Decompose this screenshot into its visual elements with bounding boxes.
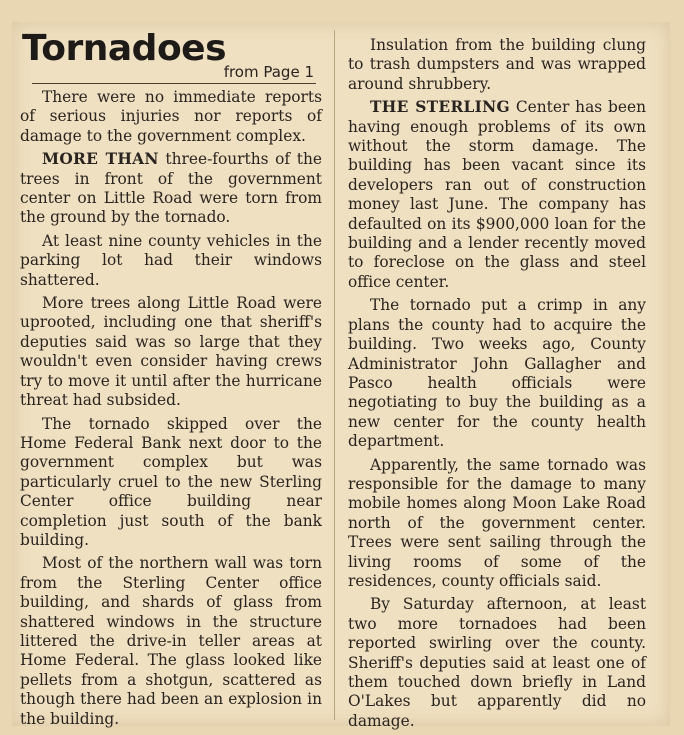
paragraph — [20, 415, 322, 551]
paragraph — [348, 36, 646, 94]
paragraph-text: The tornado put a crimp in any plans the county had to acquire the building. Two weeks ago, County Administrator John Gallagher and Pasco health officials were negotiating to buy the building as a new center for the county health department. — [348, 296, 646, 451]
paragraph — [348, 456, 646, 592]
jump-line: from Page 1 — [223, 63, 314, 81]
paragraph-lead: MORE THAN — [42, 150, 159, 169]
paragraph — [348, 595, 646, 731]
paragraph-lead: THE STERLING — [370, 98, 510, 117]
paragraph-text: Center has been having enough problems of its own without the storm damage. The building has been vacant since its developers ran out of construction money last June. The company has defaulted on its $900,000 loan for the building and a lender recently moved to foreclose on the glass and steel office center. — [348, 98, 646, 291]
paragraph — [20, 294, 322, 410]
paragraph — [348, 296, 646, 451]
paragraph-text: By Saturday afternoon, at least two more tornadoes had been reported swirling over the county. Sheriff's deputies said at least one of them touched down briefly in Land O'Lakes but apparently did no damage. — [348, 595, 646, 730]
paragraph-text: Most of the northern wall was torn from the Sterling Center office building, and shards of glass from shattered windows in the structure littered the drive-in teller areas at Home Federal. The glass looked like pellets from a shotgun, scattered as though there had been an explosion in the building. — [20, 554, 322, 728]
newspaper-clipping — [12, 22, 670, 730]
paragraph-text: Insulation from the building clung to trash dumpsters and was wrapped around shrubbery. — [348, 36, 646, 93]
left-paragraphs — [20, 88, 322, 729]
paragraph-text: More trees along Little Road were uprooted, including one that sheriff's deputies said was so large that they wouldn't even consider having crews try to move it until after the hurricane threat had subsided. — [20, 294, 322, 410]
paragraph-text: There were no immediate reports of serious injuries nor reports of damage to the government complex. — [20, 88, 322, 145]
headline-rule — [32, 83, 316, 84]
paragraph — [20, 88, 322, 146]
paragraph — [348, 98, 646, 292]
paragraph — [20, 554, 322, 729]
paragraph-text: At least nine county vehicles in the parking lot had their windows shattered. — [20, 231, 322, 289]
paragraph-text: The tornado skipped over the Home Federal Bank next door to the government complex but was particularly cruel to the new Sterling Center office building near completion just south of the bank building. — [20, 414, 322, 549]
right-column — [348, 36, 646, 735]
right-paragraphs — [348, 36, 646, 731]
paragraph — [20, 150, 322, 228]
headline: Tornadoes — [22, 28, 227, 69]
left-column — [20, 22, 322, 733]
paragraph — [20, 232, 322, 290]
paragraph-text: Apparently, the same tornado was responsible for the damage to many mobile homes along Moon Lake Road north of the government center. Trees were sent sailing through the living rooms of some of the residences, county officials said. — [348, 455, 646, 590]
paragraph-text: three-fourths of the trees in front of the government center on Little Road were torn from the ground by the tornado. — [20, 150, 322, 227]
column-divider — [334, 30, 335, 720]
